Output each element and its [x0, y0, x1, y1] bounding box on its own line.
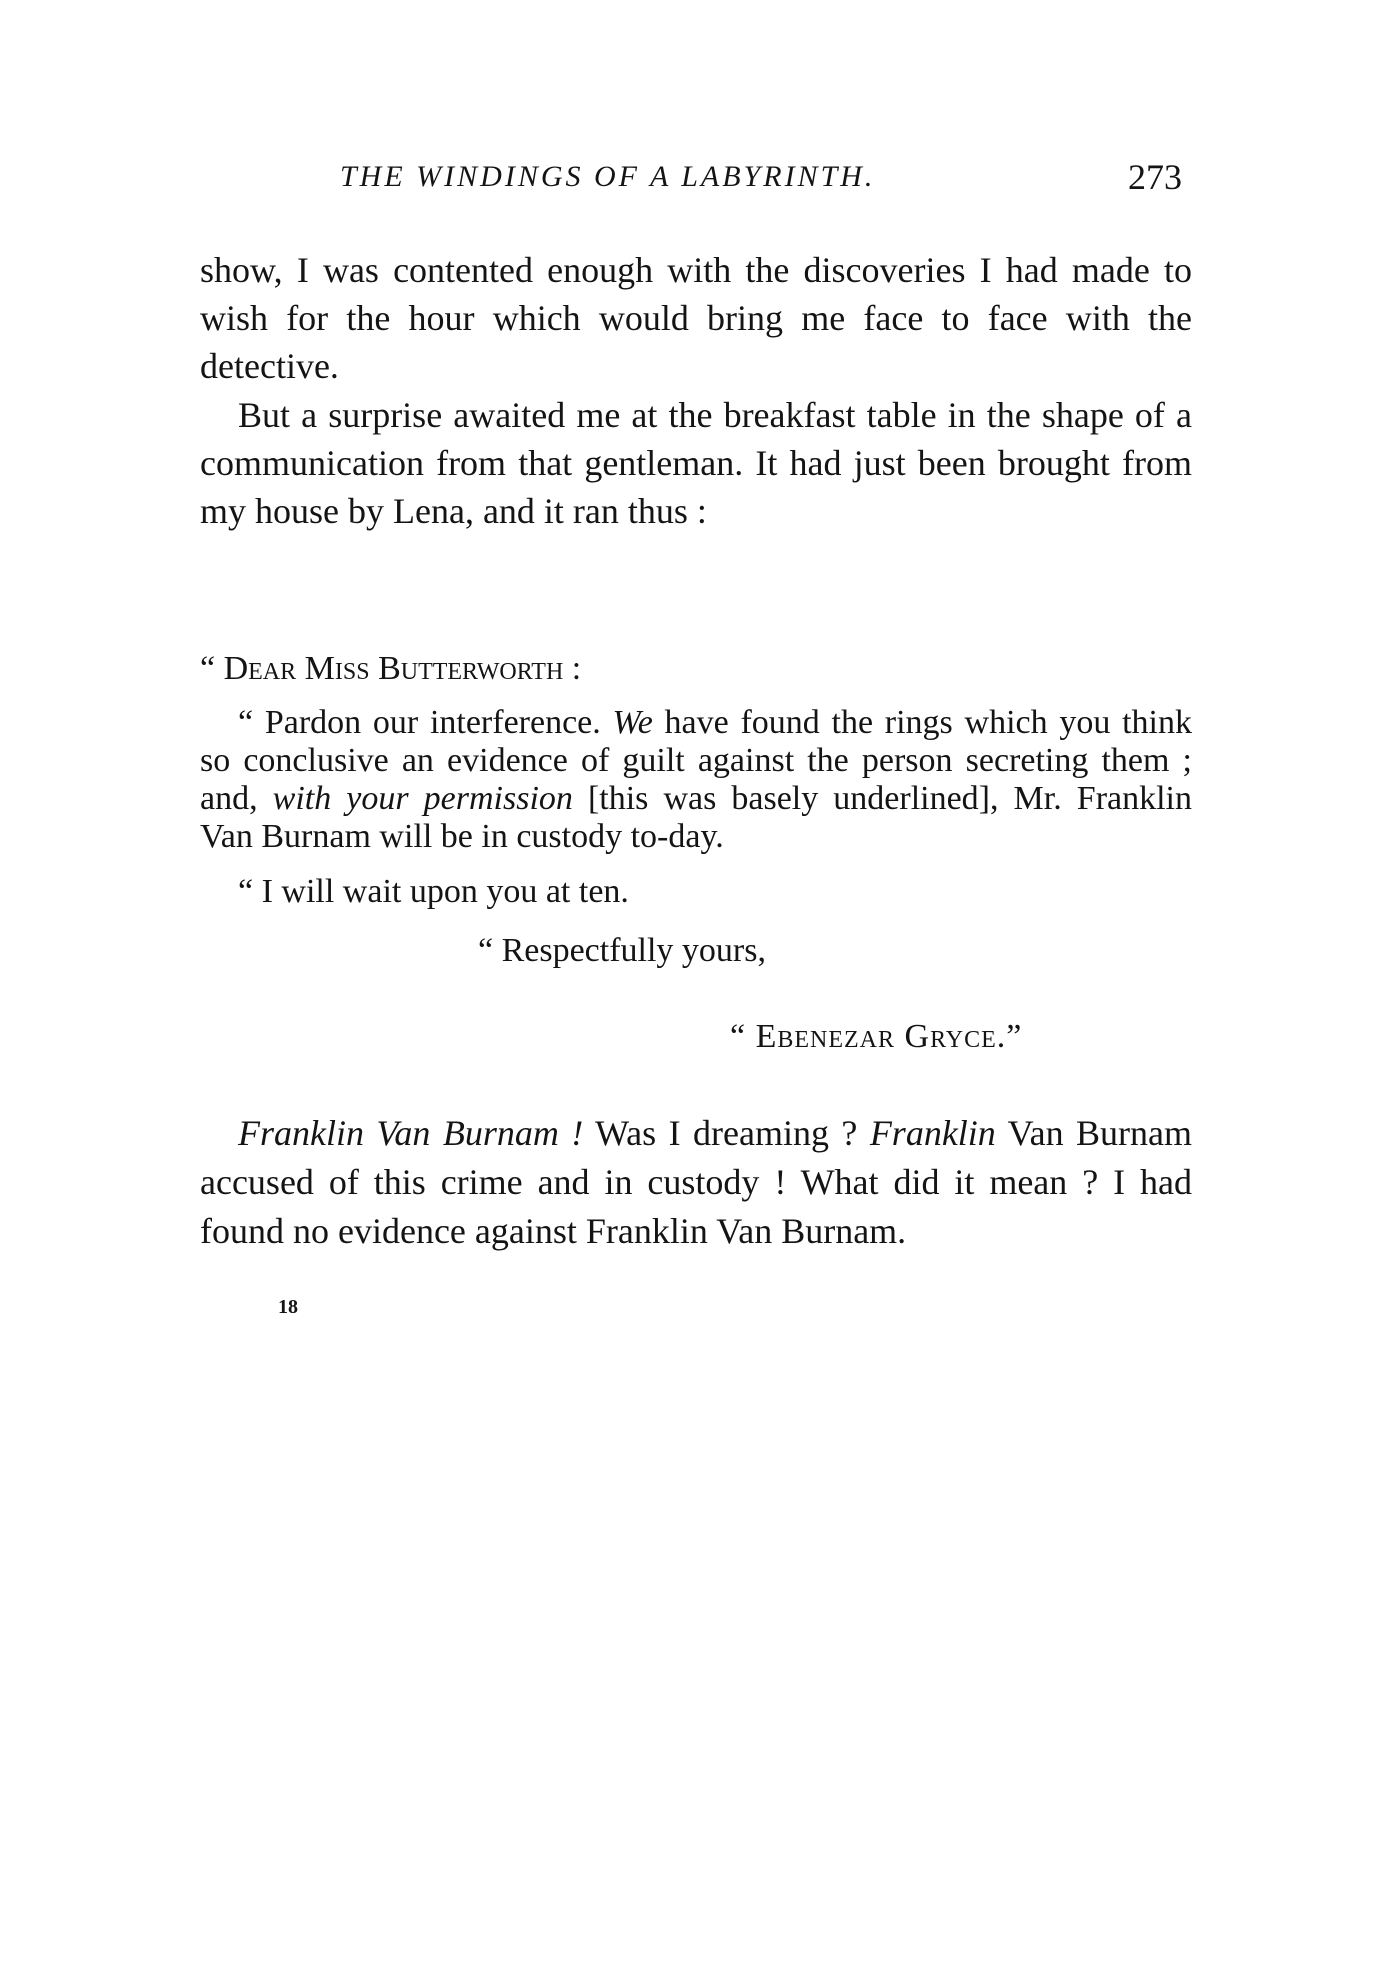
letter-signature: “ Ebenezar Gryce.”: [730, 1018, 1023, 1055]
paragraph-dreaming: [200, 1109, 1192, 1256]
paragraph-surprise: But a surprise awaited me at the breakfast table in the shape of a communication from that gentleman. It had just been brought from my house by Lena, and it ran thus :: [200, 395, 1192, 531]
letter-salutation: “ Dear Miss Butterworth :: [200, 650, 582, 687]
paragraph-3-italic-franklin: Franklin: [869, 1113, 996, 1153]
printer-signature-mark: 18: [278, 1296, 298, 1318]
running-title: THE WINDINGS OF A LABYRINTH.: [340, 160, 876, 193]
letter-body-we: We: [612, 704, 653, 741]
letter-closing-line: “ I will wait upon you at ten.: [238, 873, 629, 910]
paragraph-3-part-1: Was I dreaming ?: [583, 1113, 870, 1153]
letter-body-part-2: have found the rings which you think so conclusive an evidence of guilt against the person secreting them ; and,: [200, 704, 1192, 817]
paragraph-continuation: show, I was contented enough with the discoveries I had made to wish for the hour which would bring me face to face with the detective.: [200, 250, 1192, 386]
letter-body: [200, 704, 1192, 856]
letter-signoff: “ Respectfully yours,: [478, 932, 766, 969]
letter-body-part-3: [this was basely underlined], Mr. Franklin Van Burnam will be in custody to-day.: [200, 780, 1193, 855]
paragraph-3-part-2: Van Burnam accused of this crime and in custody ! What did it mean ? I had found no evidence against Franklin Van Burnam.: [200, 1113, 1192, 1251]
letter-body-part-1: “ Pardon our interference.: [238, 704, 613, 741]
paragraph-3-italic-name: Franklin Van Burnam !: [238, 1113, 584, 1153]
page-number: 273: [1128, 157, 1182, 197]
letter-body-permission: with your permission: [272, 780, 573, 817]
